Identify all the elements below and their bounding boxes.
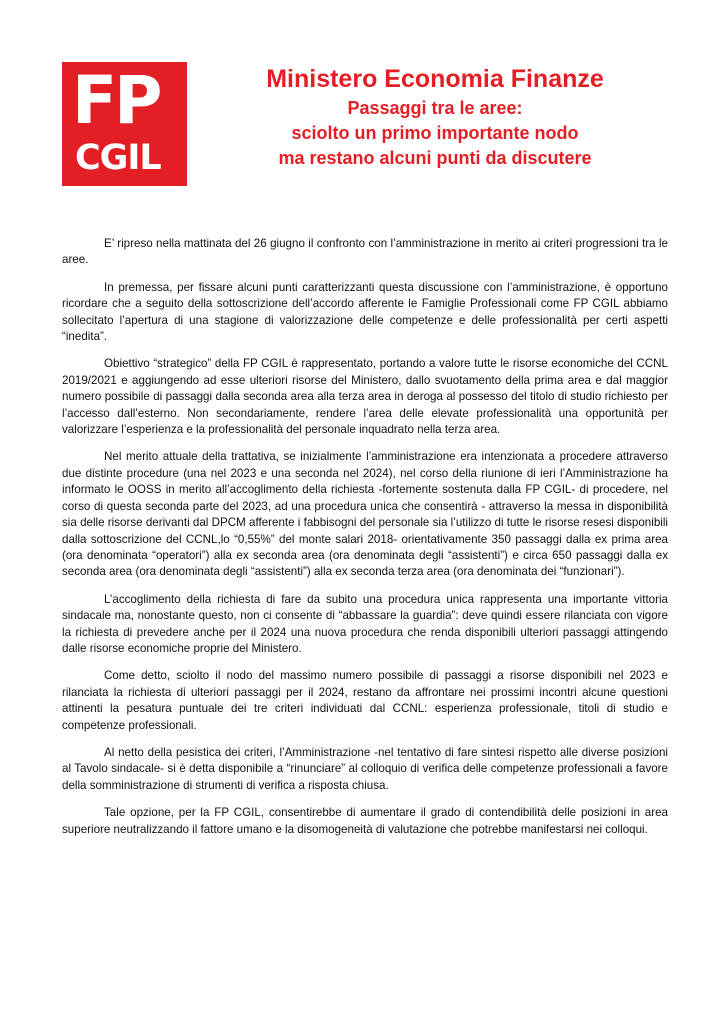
paragraph-2: In premessa, per fissare alcuni punti caratterizzanti questa discussione con l’amministrazione, è opportuno ricordare che a seguito della sottoscrizione dell’accordo afferente le Famiglie Professionali come FP CGIL abbiamo sollecitato l’apertura di una stagione di valorizzazione delle competenze e delle professionalità per certi aspetti “inedita”. bbox=[62, 280, 668, 344]
paragraph-3: Obiettivo “strategico” della FP CGIL è rappresentato, portando a valore tutte le risorse economiche del CCNL 2019/2021 e aggiungendo ad esse ulteriori risorse del Ministero, dallo svuotamento della prima area e dal maggior numero possibile di passaggi dalla seconda area alla terza area in deroga al possesso del titolo di studio richiesto per l’accesso dall’esterno. Non secondariamente, rendere l’area delle elevate professionalità una opportunità per valorizzare l’esperienza e la professionalità del personale inquadrato nella terza area. bbox=[62, 357, 668, 437]
document-title: Ministero Economia Finanze bbox=[266, 65, 604, 93]
paragraph-4: Nel merito attuale della trattativa, se inizialmente l’amministrazione era intenzionata a procedere attraverso due distinte procedure (una nel 2023 e una seconda nel 2024), nel corso della riunione di ieri l’Amministrazione ha informato le OOSS in merito all’accoglimento della richiesta -fortemente sostenuta dalla FP CGIL- di procedere, nel corso di questa seconda parte del 2023, ad una procedura unica che consentirà - attraverso la messa in disponibilità sia delle risorse derivanti dal DPCM afferente i fabbisogni del personale sia l’utilizzo di tutte le risorse resesi disponibili dalla sottoscrizione del CCNL,lo “0,55%” del monte salari 2018- orientativamente 350 passaggi dalla ex prima area (ora denominata “operatori”) alla ex seconda area (ora denominata degli “assistenti”) e circa 650 passaggi dalla ex seconda area (ora denominata degli “assistenti”) alla ex seconda terza area (ora denominata dei “funzionari”). bbox=[62, 450, 668, 579]
paragraph-8: Tale opzione, per la FP CGIL, consentirebbe di aumentare il grado di contendibilità delle posizioni in area superiore neutralizzando il fattore umano e la disomogeneità di valutazione che potrebbe manifestarsi nei colloqui. bbox=[62, 806, 668, 836]
subtitle-line-2: sciolto un primo importante nodo bbox=[291, 123, 579, 143]
logo-cgil-text: CGIL bbox=[75, 138, 161, 178]
paragraph-1: E’ ripreso nella mattinata del 26 giugno il confronto con l’amministrazione in merito ai criteri progressioni tra le aree. bbox=[62, 237, 668, 267]
document-body bbox=[62, 236, 668, 849]
logo-fp-text: FP bbox=[72, 62, 160, 139]
subtitle-line-3: ma restano alcuni punti da discutere bbox=[278, 148, 592, 168]
fp-cgil-logo bbox=[62, 62, 187, 186]
subtitle-line-1: Passaggi tra le aree: bbox=[347, 98, 523, 118]
paragraph-6: Come detto, sciolto il nodo del massimo numero possibile di passaggi a risorse disponibili nel 2023 e rilanciata la richiesta di ulteriori passaggi per il 2024, restano da affrontare nei prossimi incontri alcune questioni attinenti la pesatura puntuale dei tre criteri individuati dal CCNL: esperienza professionale, titoli di studio e competenze professionali. bbox=[62, 669, 668, 732]
document-header bbox=[200, 62, 670, 171]
paragraph-5: L’accoglimento della richiesta di fare da subito una procedura unica rappresenta una importante vittoria sindacale ma, nonostante questo, non ci consente di “abbassare la guardia”: deve quindi essere rilanciata con vigore la richiesta di prevedere anche per il 2024 una nuova procedura che renda disponibili ulteriori passaggi attingendo dalle risorse economiche proprie del Ministero. bbox=[62, 592, 668, 655]
paragraph-7: Al netto della pesistica dei criteri, l’Amministrazione -nel tentativo di fare sintesi rispetto alle diverse posizioni al Tavolo sindacale- si è detta disponibile a “rinunciare” al colloquio di verifica delle competenze professionali a favore della somministrazione di strumenti di verifica a risposta chiusa. bbox=[62, 745, 668, 792]
